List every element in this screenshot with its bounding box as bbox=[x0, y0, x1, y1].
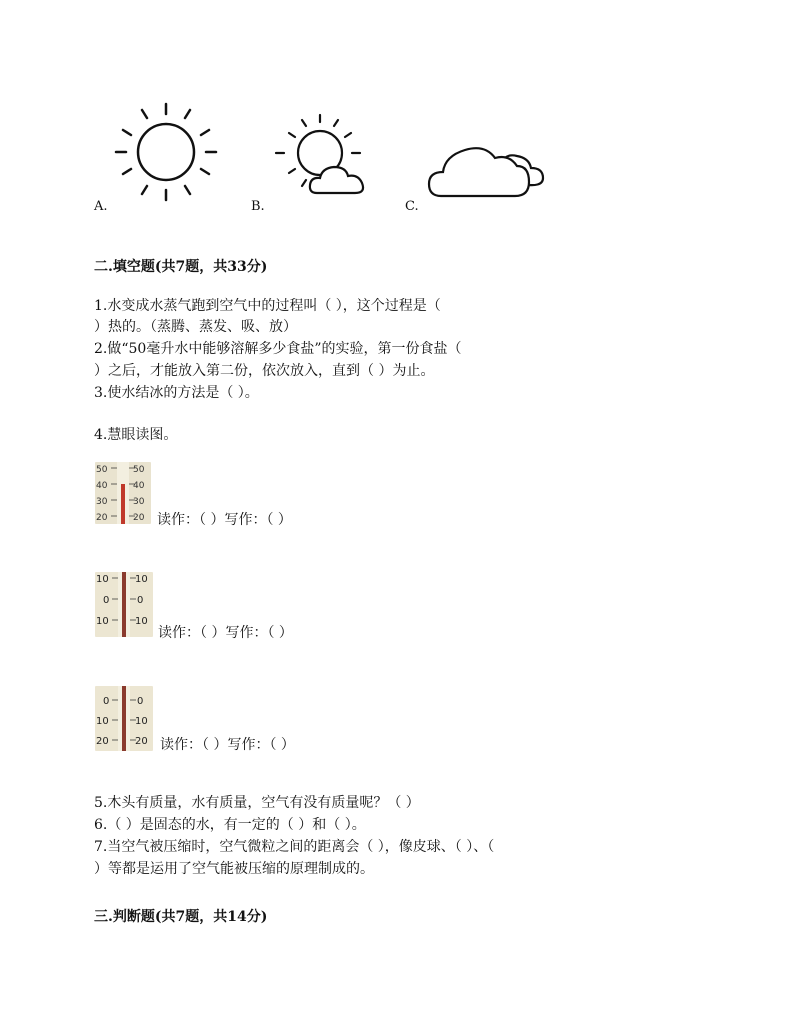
therm3-scale-l1: 10 bbox=[96, 716, 109, 727]
therm3-scale-l0: 0 bbox=[103, 696, 110, 707]
therm3-scale-l2: 20 bbox=[96, 736, 109, 747]
question-4: 4.慧眼读图。 bbox=[94, 427, 178, 443]
thermometer-image-2 bbox=[95, 572, 153, 637]
therm2-scale-r0: 10 bbox=[135, 574, 148, 585]
question-2-line-2: ）之后，才能放入第二份，依次放入，直到（ ）为止。 bbox=[94, 363, 435, 379]
therm1-scale-l0: 50 bbox=[96, 465, 108, 475]
therm3-scale-r2: 20 bbox=[135, 736, 148, 747]
question-6: 6.（ ）是固态的水，有一定的（ ）和（ ）。 bbox=[94, 817, 366, 833]
cloudy-icon bbox=[425, 138, 549, 202]
therm1-scale-r2: 30 bbox=[133, 497, 145, 507]
partly-cloudy-icon bbox=[272, 113, 374, 199]
therm1-scale-l1: 40 bbox=[96, 481, 108, 491]
therm1-scale-l2: 30 bbox=[96, 497, 108, 507]
therm3-scale-r0: 0 bbox=[137, 696, 144, 707]
thermometer-image-1 bbox=[95, 462, 151, 524]
thermometer-1-answer: 读作：（ ）写作：（ ） bbox=[157, 512, 292, 528]
question-2-line-1: 2.做“50毫升水中能够溶解多少食盐”的实验，第一份食盐（ bbox=[94, 341, 462, 357]
question-5: 5.木头有质量，水有质量，空气有没有质量呢？（ ） bbox=[94, 795, 420, 811]
sun-icon bbox=[112, 100, 220, 204]
question-1-line-2: ）热的。（蒸腾、蒸发、吸、放） bbox=[94, 319, 297, 335]
therm2-scale-r1: 0 bbox=[137, 595, 144, 606]
question-3: 3.使水结冰的方法是（ ）。 bbox=[94, 385, 259, 401]
thermometer-image-3 bbox=[95, 686, 153, 751]
option-c-label: C. bbox=[405, 199, 419, 214]
option-b-image bbox=[272, 113, 374, 199]
thermometer-2-answer: 读作：（ ）写作：（ ） bbox=[158, 625, 293, 641]
option-c-image bbox=[425, 138, 549, 202]
therm2-scale-l1: 0 bbox=[103, 595, 110, 606]
therm1-scale-l3: 20 bbox=[96, 513, 108, 523]
therm1-scale-r1: 40 bbox=[133, 481, 145, 491]
section-3-title: 三.判断题(共7题，共14分) bbox=[94, 909, 268, 925]
thermometer-3-answer: 读作：（ ）写作：（ ） bbox=[160, 737, 295, 753]
option-a-label: A. bbox=[94, 199, 108, 214]
question-7-line-1: 7.当空气被压缩时，空气微粒之间的距离会（ ），像皮球、（ ）、（ bbox=[94, 839, 495, 855]
therm1-scale-r0: 50 bbox=[133, 465, 145, 475]
option-a-image bbox=[112, 100, 220, 204]
therm1-scale-r3: 20 bbox=[133, 513, 145, 523]
therm3-scale-r1: 10 bbox=[135, 716, 148, 727]
question-1-line-1: 1.水变成水蒸气跑到空气中的过程叫（ ），这个过程是（ bbox=[94, 298, 441, 314]
section-2-title: 二.填空题(共7题，共33分) bbox=[94, 259, 268, 275]
option-b-label: B. bbox=[251, 199, 265, 214]
question-7-line-2: ）等都是运用了空气能被压缩的原理制成的。 bbox=[94, 861, 374, 877]
therm2-scale-l0: 10 bbox=[96, 574, 109, 585]
therm2-scale-r2: 10 bbox=[135, 616, 148, 627]
therm2-scale-l2: 10 bbox=[96, 616, 109, 627]
